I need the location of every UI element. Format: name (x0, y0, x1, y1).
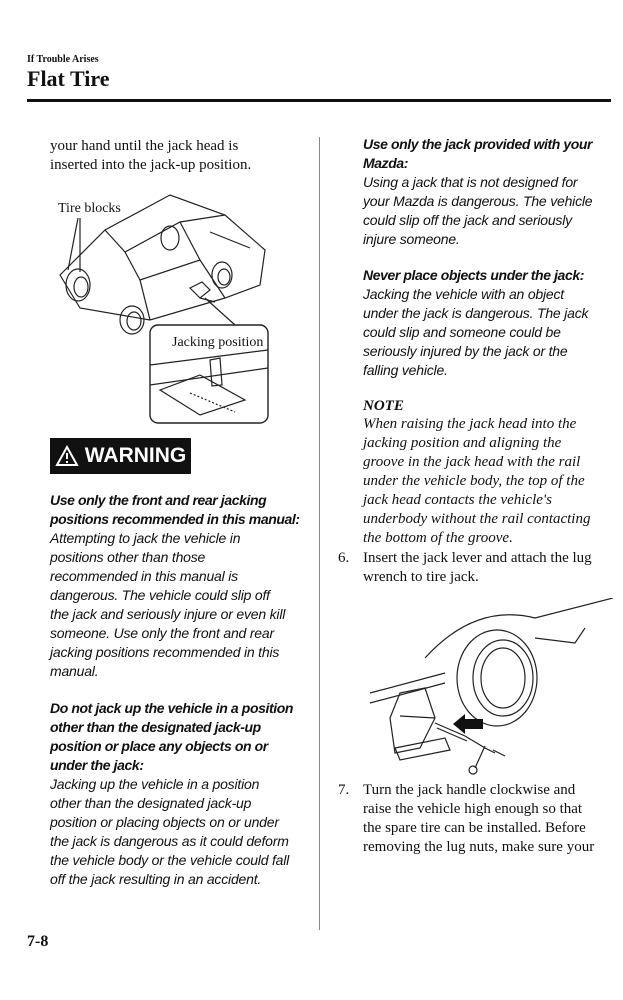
warning-body: position or placing objects on or under (50, 814, 279, 830)
warning-title: other than the designated jack-up (50, 719, 261, 735)
page-title: Flat Tire (27, 66, 110, 91)
jacking-position-label: Jacking position (172, 335, 264, 350)
tire-jack-lever-illustration (365, 598, 613, 780)
warning-body: seriously injured by the jack or the (363, 343, 568, 359)
step-6 (338, 549, 613, 589)
section-label: If Trouble Arises (27, 54, 99, 65)
note-body: groove in the jack head with the rail (363, 454, 581, 470)
direction-arrow-icon (453, 714, 483, 734)
note-body: the bottom of the groove. (363, 530, 513, 546)
warning-body: dangerous. The vehicle could slip off (50, 587, 270, 603)
warning-body: Jacking the vehicle with an object (363, 286, 564, 302)
warning-body: falling vehicle. (363, 362, 448, 378)
warning-body: could slip and someone could be (363, 324, 561, 340)
step-7 (338, 781, 613, 861)
note-title: NOTE (363, 398, 404, 414)
warning-body: recommended in this manual is (50, 568, 238, 584)
step-number: 7. (338, 782, 350, 798)
note-body: jack head contacts the vehicle's (363, 492, 552, 508)
note-body: under the vehicle body, the top of the (363, 473, 585, 489)
note-body: underbody without the rail contacting (363, 511, 591, 527)
warning-body: other than the designated jack-up (50, 795, 252, 811)
warning-title: position or place any objects on or (50, 738, 268, 754)
note-block (363, 398, 613, 548)
step-text: Turn the jack handle clockwise and (363, 782, 576, 798)
warning-banner (50, 438, 191, 474)
step-text: the spare tire can be installed. Before (363, 820, 586, 836)
warning-provided-jack (363, 135, 613, 249)
warning-body: someone. Use only the front and rear (50, 625, 274, 641)
warning-jacking-positions (50, 491, 315, 681)
warning-title: Use only the jack provided with your (363, 136, 593, 152)
warning-body: positions other than those (50, 549, 206, 565)
warning-body: Attempting to jack the vehicle in (50, 530, 241, 546)
warning-body: could slip off the jack and seriously (363, 212, 572, 228)
warning-body: the jack is dangerous as it could deform (50, 833, 289, 849)
warning-body: the vehicle body or the vehicle could fall (50, 852, 290, 868)
warning-title: Do not jack up the vehicle in a position (50, 700, 294, 716)
intro-paragraph: your hand until the jack head is inserted into the jack-up position. (50, 138, 252, 173)
warning-title: positions recommended in this manual: (50, 511, 300, 527)
warning-label: WARNING (84, 444, 187, 467)
warning-title: Never place objects under the jack: (363, 267, 584, 283)
tire-blocks-label: Tire blocks (58, 201, 121, 216)
warning-triangle-icon (55, 445, 79, 467)
note-body: jacking position and aligning the (363, 435, 562, 451)
warning-body: off the jack resulting in an accident. (50, 871, 262, 887)
warning-body: your Mazda is dangerous. The vehicle (363, 193, 593, 209)
step-text: removing the lug nuts, make sure your (363, 839, 595, 855)
warning-objects-under-jack (363, 266, 613, 380)
warning-body: manual. (50, 663, 99, 679)
title-rule (27, 99, 611, 102)
step-text: Insert the jack lever and attach the lug (363, 550, 592, 566)
column-divider (319, 137, 320, 930)
warning-body: under the jack is dangerous. The jack (363, 305, 589, 321)
warning-designated-position (50, 699, 315, 889)
warning-title: Use only the front and rear jacking (50, 492, 267, 508)
warning-body: jacking positions recommended in this (50, 644, 280, 660)
warning-body: the jack and seriously injure or even kill (50, 606, 286, 622)
step-text: raise the vehicle high enough so that (363, 801, 583, 817)
warning-title: Mazda: (363, 155, 409, 171)
page-number: 7-8 (27, 933, 49, 950)
car-jacking-illustration (50, 190, 280, 425)
warning-body: Jacking up the vehicle in a position (50, 776, 260, 792)
step-number: 6. (338, 550, 350, 566)
step-text: wrench to tire jack. (363, 569, 479, 585)
note-body: When raising the jack head into the (363, 416, 577, 432)
warning-title: under the jack: (50, 757, 144, 773)
warning-body: injure someone. (363, 231, 460, 247)
warning-body: Using a jack that is not designed for (363, 174, 578, 190)
